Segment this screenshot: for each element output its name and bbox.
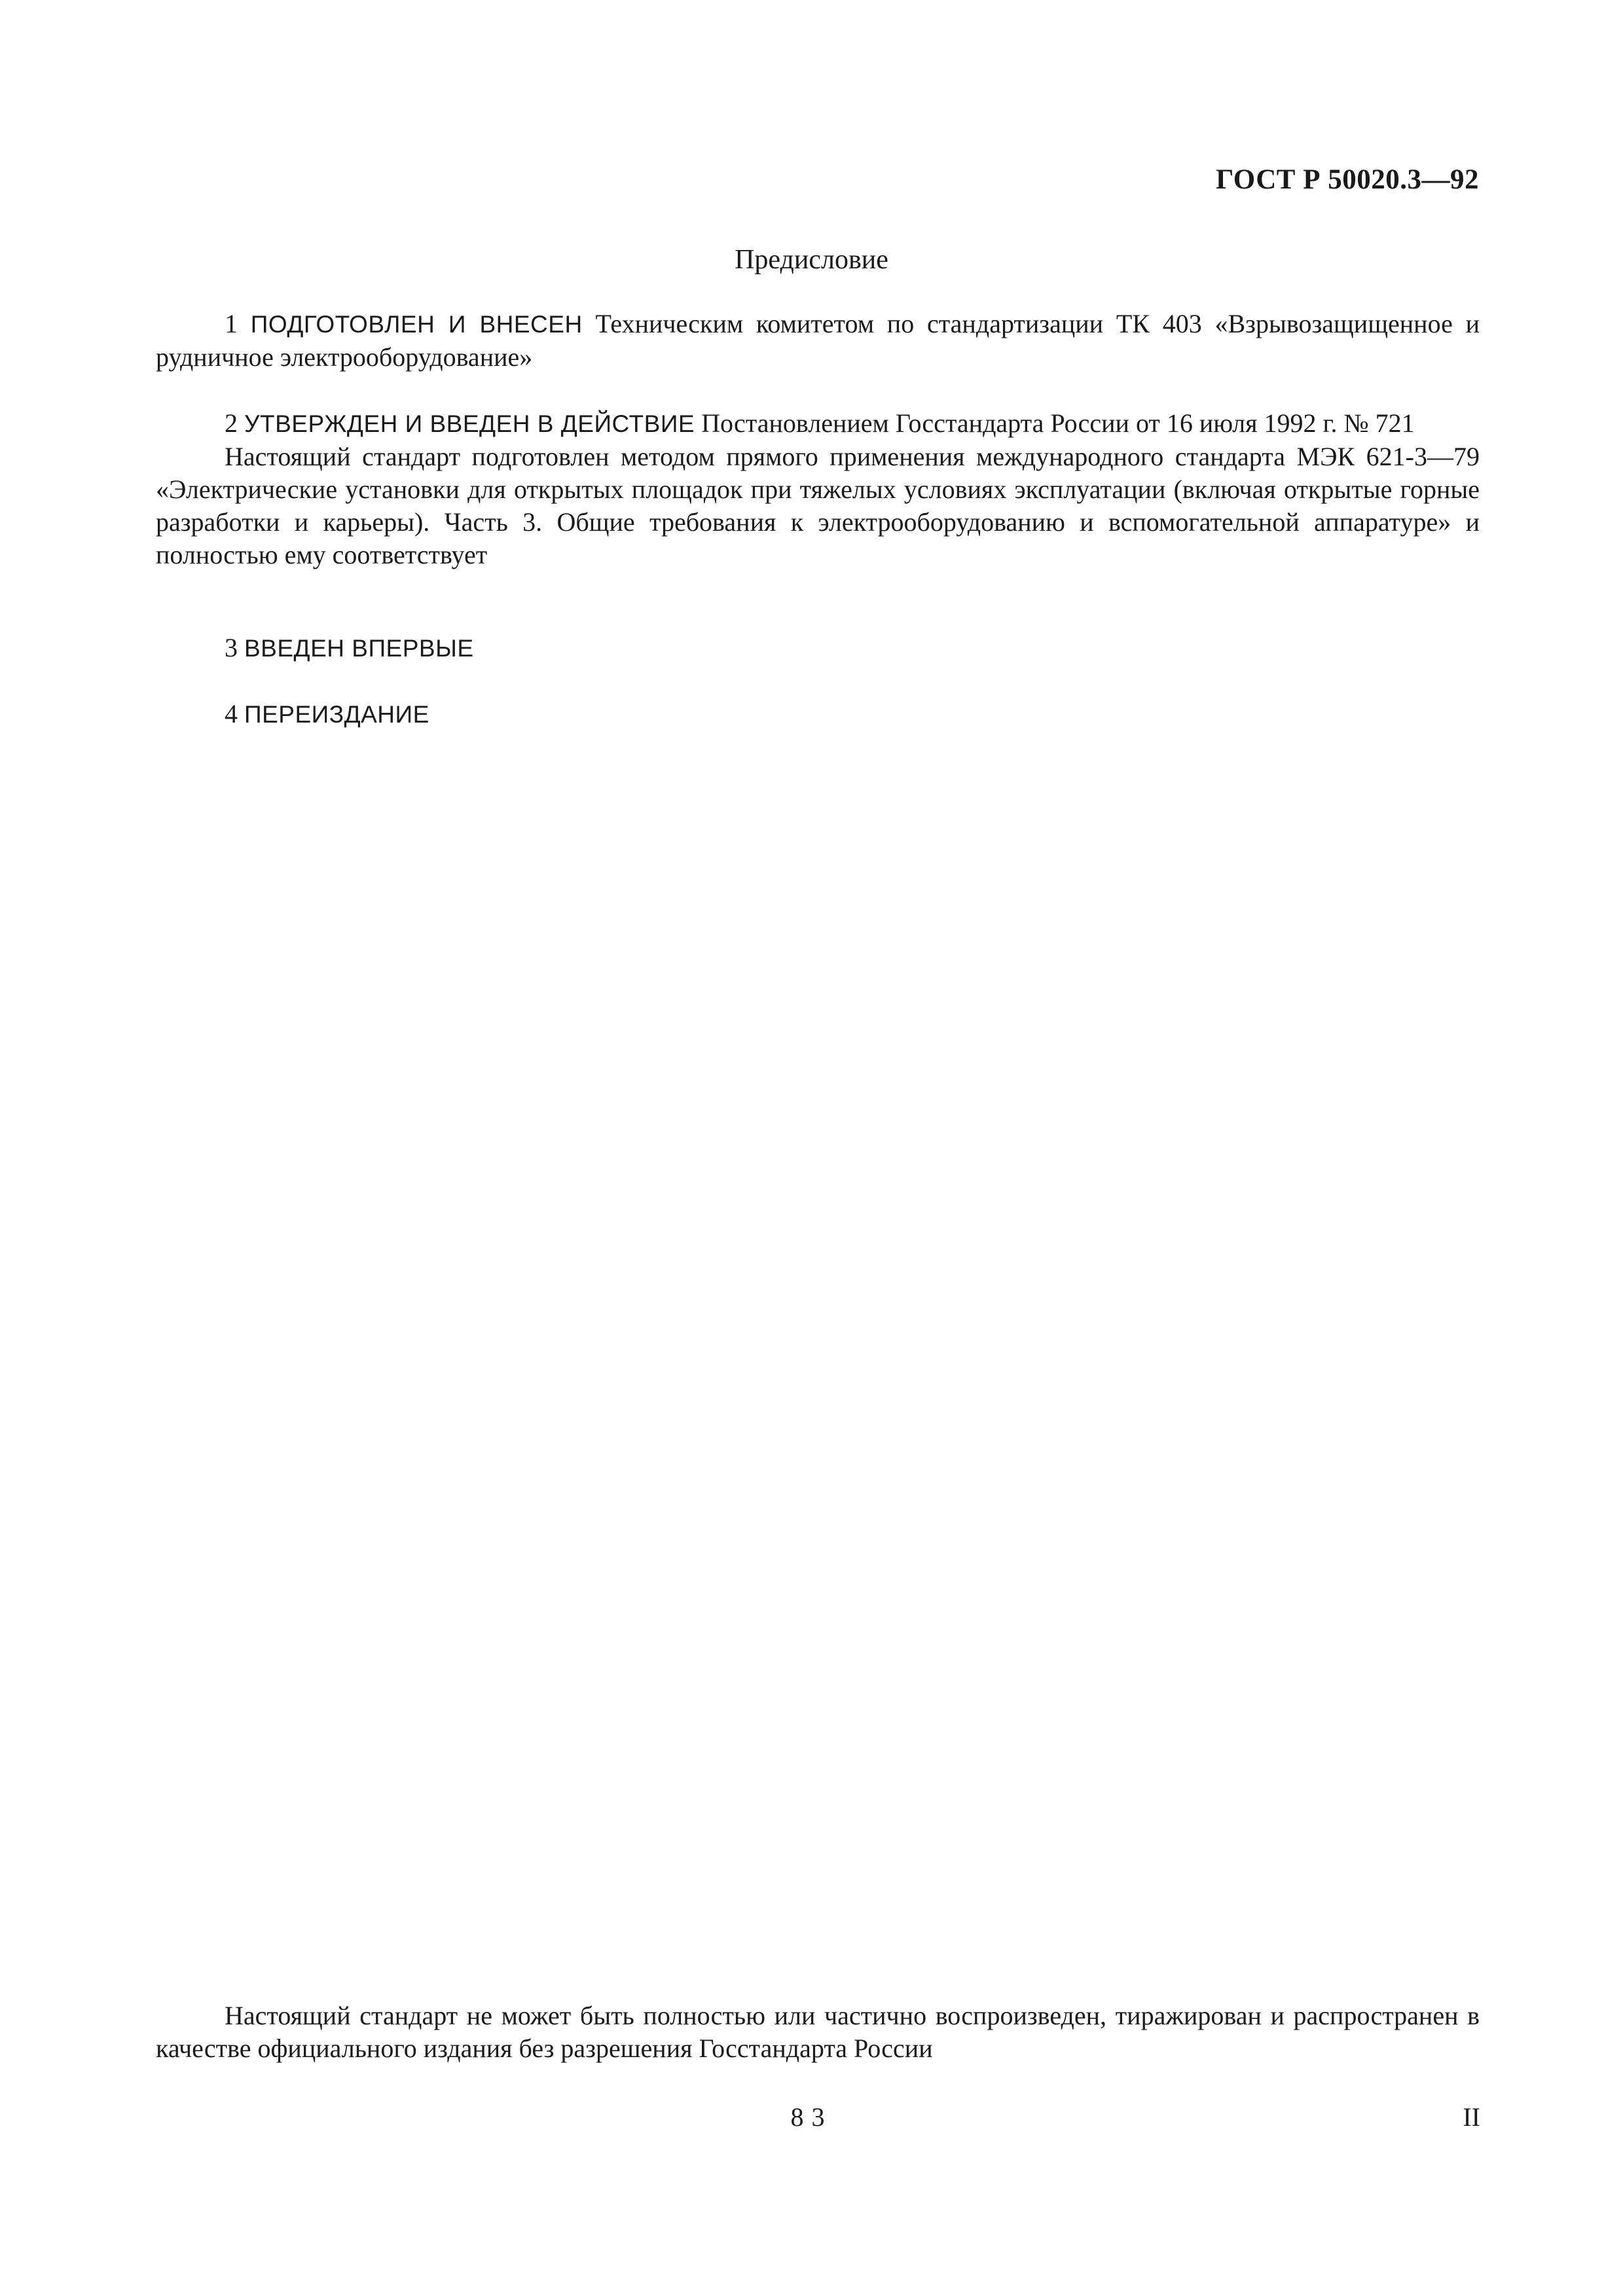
print-mark: 83 (790, 2102, 833, 2132)
preface-item-4 (156, 698, 1480, 731)
copyright-notice-text: Настоящий стандарт не может быть полностью или частично воспроизведен, тиражирован и распространен в качестве официального издания без разрешения Госстандарта России (156, 2001, 1480, 2063)
item-text: Постановлением Госстандарта России от 16 июля 1992 г. № 721 (701, 408, 1415, 438)
item-heading: ВВЕДЕН ВПЕРВЫЕ (244, 635, 474, 662)
item-number: 3 (225, 633, 238, 662)
item-heading: ПОДГОТОВЛЕН И ВНЕСЕН (250, 311, 583, 338)
preface-item-2-note: Настоящий стандарт подготовлен методом прямого применения международного стандарта МЭК 621-3—79 «Электрические установки для открытых площадок при тяжелых условиях эксплуатации (включая открытые горные разработки и карьеры). Часть 3. Общие требования к электрооборудованию и вспомогательной аппаратуре» и полностью ему соответствует (156, 442, 1480, 569)
preface-item-2-paragraph (156, 407, 1480, 440)
document-code: ГОСТ Р 50020.3—92 (1215, 164, 1479, 195)
preface-item-2 (156, 407, 1480, 571)
preface-item-3-paragraph (156, 632, 1480, 665)
preface-item-1 (156, 308, 1480, 374)
page-number: II (1463, 2102, 1480, 2132)
copyright-notice (156, 2000, 1480, 2065)
item-heading: ПЕРЕИЗДАНИЕ (244, 701, 429, 728)
item-number: 1 (225, 309, 238, 338)
item-number: 2 (225, 408, 238, 438)
item-text: Техническим комитетом по стандартизации ТК 403 «Взрывозащищенное и рудничное электрооборудование» (156, 309, 1480, 372)
preface-title: Предисловие (735, 245, 888, 275)
preface-item-4-paragraph (156, 698, 1480, 731)
preface-item-1-paragraph (156, 308, 1480, 374)
item-heading: УТВЕРЖДЕН И ВВЕДЕН В ДЕЙСТВИЕ (244, 410, 695, 437)
item-number: 4 (225, 699, 238, 728)
preface-item-3 (156, 632, 1480, 665)
